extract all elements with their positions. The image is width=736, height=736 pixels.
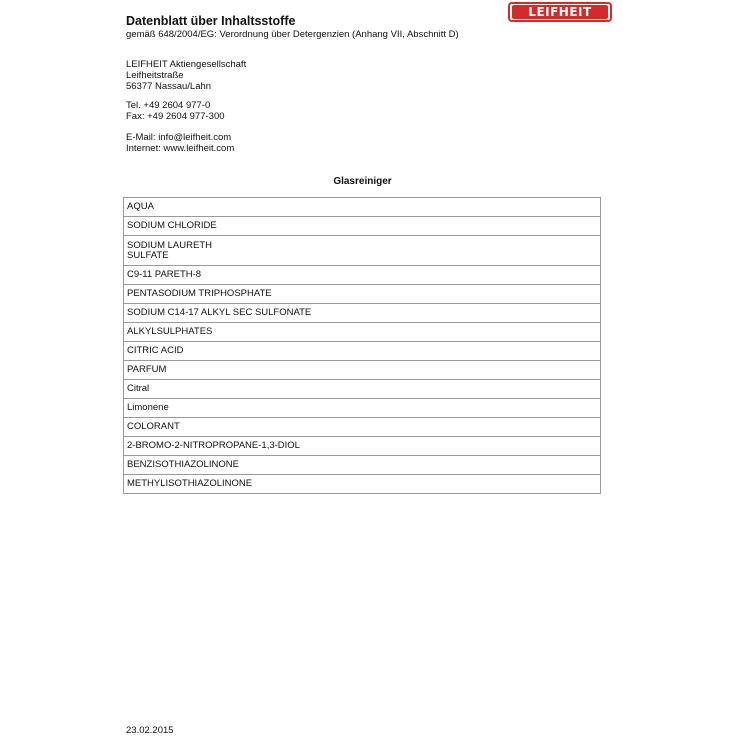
table-row — [124, 475, 601, 494]
ingredient-cell: C9-11 PARETH-8 — [124, 266, 601, 285]
document-title: Datenblatt über Inhaltsstoffe — [126, 14, 296, 28]
table-row — [124, 399, 601, 418]
company-street: Leifheitstraße — [126, 70, 184, 81]
logo-text: LEIFHEIT — [512, 5, 608, 19]
document-date: 23.02.2015 — [126, 725, 174, 736]
table-row — [124, 266, 601, 285]
document-subtitle: gemäß 648/2004/EG: Verordnung über Detergenzien (Anhang VII, Abschnitt D) — [126, 29, 459, 40]
table-row — [124, 304, 601, 323]
ingredient-cell: CITRIC ACID — [124, 342, 601, 361]
ingredient-cell: SODIUM CHLORIDE — [124, 217, 601, 236]
table-row — [124, 236, 601, 266]
company-phone-block — [126, 100, 225, 122]
company-city: 56377 Nassau/Lahn — [126, 81, 212, 92]
ingredient-cell: ALKYLSULPHATES — [124, 323, 601, 342]
ingredient-cell: SODIUM LAURETH SULFATE — [124, 236, 601, 266]
ingredient-cell: AQUA — [124, 198, 601, 217]
table-row — [124, 361, 601, 380]
company-tel: Tel. +49 2604 977-0 — [126, 100, 211, 111]
ingredient-cell: PENTASODIUM TRIPHOSPHATE — [124, 285, 601, 304]
company-name: LEIFHEIT Aktiengesellschaft — [126, 59, 247, 70]
company-web-block — [126, 132, 234, 154]
ingredient-cell: BENZISOTHIAZOLINONE — [124, 456, 601, 475]
ingredients-table — [123, 197, 601, 494]
table-row — [124, 217, 601, 236]
ingredient-cell: PARFUM — [124, 361, 601, 380]
ingredient-cell: Citral — [124, 380, 601, 399]
table-row — [124, 198, 601, 217]
product-title: Glasreiniger — [333, 176, 392, 187]
table-row — [124, 323, 601, 342]
table-row — [124, 456, 601, 475]
ingredient-cell: 2-BROMO-2-NITROPROPANE-1,3-DIOL — [124, 437, 601, 456]
table-row — [124, 285, 601, 304]
table-row — [124, 380, 601, 399]
company-address — [126, 59, 246, 92]
ingredient-cell: Limonene — [124, 399, 601, 418]
table-row — [124, 342, 601, 361]
company-internet: Internet: www.leifheit.com — [126, 143, 235, 154]
leifheit-logo — [508, 2, 612, 22]
ingredient-cell: METHYLISOTHIAZOLINONE — [124, 475, 601, 494]
table-row — [124, 418, 601, 437]
ingredient-cell: SODIUM C14-17 ALKYL SEC SULFONATE — [124, 304, 601, 323]
ingredient-cell: COLORANT — [124, 418, 601, 437]
table-row — [124, 437, 601, 456]
company-email: E-Mail: info@leifheit.com — [126, 132, 232, 143]
company-fax: Fax: +49 2604 977-300 — [126, 111, 225, 122]
